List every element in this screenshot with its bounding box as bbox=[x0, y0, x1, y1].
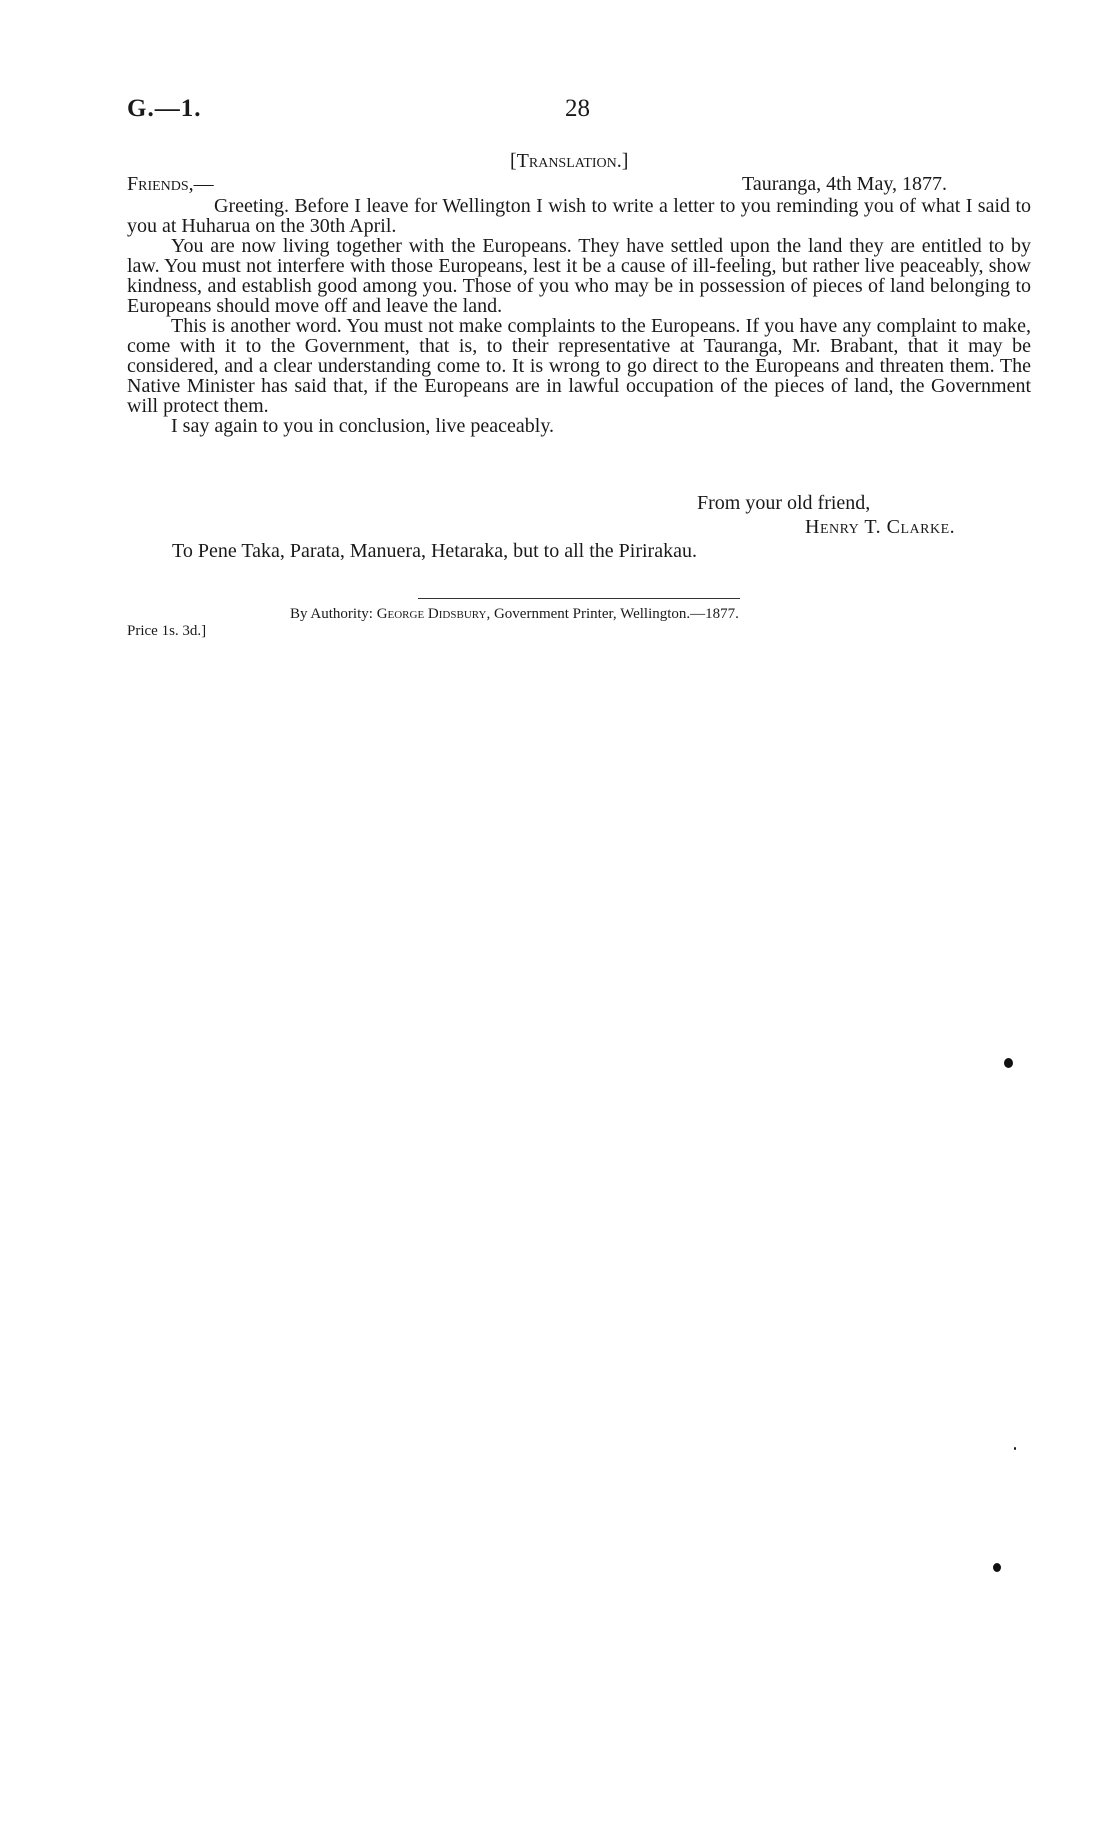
imprint-printer: George Didsbury, bbox=[376, 606, 491, 622]
scan-speck bbox=[993, 1563, 1001, 1572]
printer-imprint bbox=[290, 606, 739, 623]
dateline: Tauranga, 4th May, 1877. bbox=[742, 173, 948, 195]
divider-rule bbox=[418, 598, 740, 599]
page-number: 28 bbox=[565, 95, 590, 122]
paragraph: Greeting. Before I leave for Wellington I wish to write a letter to you reminding you of what I said to you at Huharua on the 30th April. bbox=[127, 195, 1031, 237]
signature: Henry T. Clarke. bbox=[805, 516, 956, 538]
paragraph: You are now living together with the Europeans. They have settled upon the land they are entitled to by law. You must not interfere with those Europeans, lest it be a cause of ill-feeling, but rather live peaceably, show kindness, and establish good among you. Those of you who may be in possession of pieces of land belonging to Europeans should move off and leave the land. bbox=[127, 235, 1031, 317]
price-label: Price 1s. 3d.] bbox=[127, 623, 207, 639]
letter-body bbox=[127, 196, 1031, 436]
addressee: To Pene Taka, Parata, Manuera, Hetaraka, but to all the Pirirakau. bbox=[172, 540, 697, 562]
paragraph: I say again to you in conclusion, live peaceably. bbox=[171, 415, 555, 437]
translation-label: [Translation.] bbox=[510, 150, 629, 172]
paragraph: This is another word. You must not make complaints to the Europeans. If you have any complaint to make, come with it to the Government, that is, to their representative at Tauranga, Mr. Brabant, that it may be considered, and a clear understanding come to. It is wrong to go direct to the Europeans and threaten them. The Native Minister has said that, if the Europeans are in lawful occupation of the pieces of land, the Government will protect them. bbox=[127, 315, 1031, 417]
scan-speck bbox=[1004, 1058, 1013, 1068]
salutation: Friends,— bbox=[127, 173, 214, 195]
imprint-prefix: By Authority: bbox=[290, 606, 373, 622]
closing-line: From your old friend, bbox=[697, 492, 871, 514]
imprint-rest: Government Printer, Wellington.—1877. bbox=[493, 606, 739, 622]
document-reference: G.—1. bbox=[127, 95, 202, 122]
scan-speck bbox=[1014, 1447, 1016, 1450]
